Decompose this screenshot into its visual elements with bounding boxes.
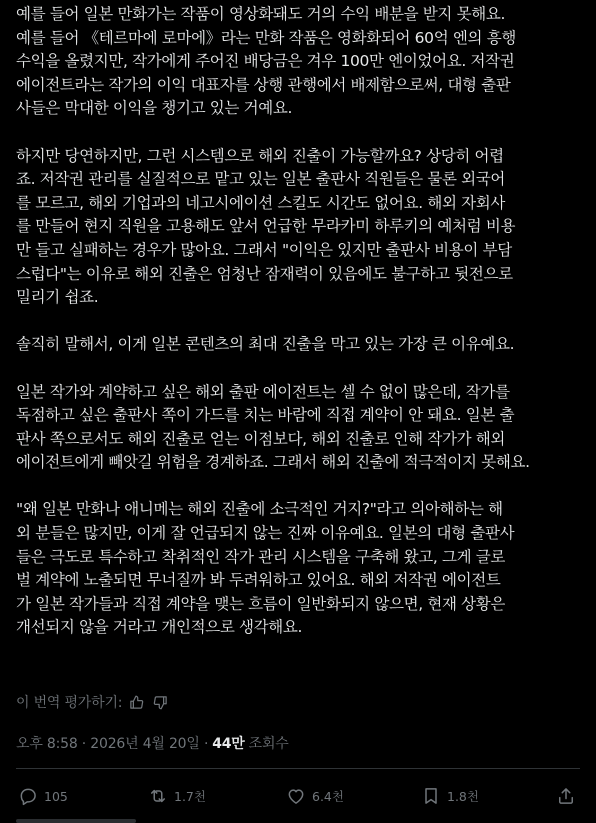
- reply-icon: [18, 786, 38, 806]
- paragraph-4: [16, 381, 588, 475]
- paragraph-3: [16, 333, 588, 357]
- repost-icon: [148, 786, 168, 806]
- reply-button[interactable]: [18, 781, 68, 811]
- post-body: [16, 3, 588, 640]
- post-text-line: 에이전트라는 작가의 이익 대표자를 상행 관행에서 배제함으로써, 대형 출판: [16, 75, 511, 94]
- post-text-line: 사들은 막대한 이익을 챙기고 있는 거예요.: [16, 99, 293, 118]
- translation-feedback: [16, 691, 170, 713]
- post-text-line: 예를 들어 일본 만화가는 작품이 영상화돼도 거의 수익 배분을 받지 못해요.: [16, 5, 506, 23]
- post-text-line: 벌 계약에 노출되면 무너질까 봐 두려워하고 있어요. 해외 저작권 에이전트: [16, 571, 501, 590]
- post-text-line: 들은 극도로 특수하고 착취적인 작가 관리 시스템을 구축해 왔고, 그게 글로: [16, 547, 506, 566]
- views-count: 44만: [212, 736, 245, 752]
- thumb-up-icon[interactable]: [126, 692, 146, 712]
- post-timestamp[interactable]: 오후 8:58 · 2026년 4월 20일 ·: [16, 736, 209, 752]
- post-meta: [16, 732, 289, 754]
- like-button[interactable]: [286, 781, 344, 811]
- next-item-cutoff: [16, 812, 576, 823]
- paragraph-1: [16, 3, 588, 121]
- heart-icon: [286, 786, 306, 806]
- rate-translation-label: 이 번역 평가하기:: [16, 695, 123, 711]
- bookmark-count: 1.8천: [447, 789, 479, 804]
- thumb-down-icon[interactable]: [150, 692, 170, 712]
- divider: [16, 768, 580, 769]
- paragraph-2: [16, 145, 588, 310]
- post-text-line: 만 들고 실패하는 경우가 많아요. 그래서 "이익은 있지만 출판사 비용이 부담: [16, 240, 512, 259]
- bookmark-icon: [421, 786, 441, 806]
- post-text-line: 일본 작가와 계약하고 싶은 해외 출판 에이전트는 셀 수 없이 많은데, 작가를: [16, 382, 510, 401]
- paragraph-5: [16, 498, 588, 640]
- post-text-line: 를 모르고, 해외 기업과의 네고시에이션 스킬도 시간도 없어요. 해외 자회사: [16, 193, 506, 212]
- reply-count: 105: [44, 788, 68, 804]
- post-text-line: 예를 들어 《테르마에 로마에》라는 만화 작품은 영화화되어 60억 엔의 흥행: [16, 28, 516, 47]
- post-text-line: 판사 쪽으로서도 해외 진출로 얻는 이점보다, 해외 진출로 인해 작가가 해외: [16, 429, 506, 448]
- post-text-line: 개선되지 않을 거라고 개인적으로 생각해요.: [16, 618, 303, 637]
- post-text-line: 밀리기 쉽죠.: [16, 288, 99, 307]
- post-text-line: "왜 일본 만화나 애니메는 해외 진출에 소극적인 거지?"라고 의아해하는 해: [16, 500, 503, 519]
- post-text-line: 하지만 당연하지만, 그런 시스템으로 해외 진출이 가능할까요? 상당히 어렵: [16, 146, 504, 165]
- post-text-line: 를 만들어 현지 직원을 고용해도 앞서 언급한 무라카미 하루키의 예처럼 비용: [16, 217, 516, 236]
- share-button[interactable]: [556, 781, 576, 811]
- post-text-line: 외 분들은 많지만, 이게 잘 언급되지 않는 진짜 이유예요. 일본의 대형 출판사: [16, 524, 515, 543]
- bookmark-button[interactable]: [421, 781, 479, 811]
- views-label: 조회수: [248, 736, 289, 752]
- like-count: 6.4천: [312, 789, 344, 804]
- post-text-line: 죠. 저작권 관리를 실질적으로 맡고 있는 일본 출판사 직원들은 물론 외국어: [16, 170, 506, 189]
- post-text-line: 수익을 올렸지만, 작가에게 주어진 배당금은 겨우 100만 엔이었어요. 저작권: [16, 52, 515, 71]
- post-text-line: 가 일본 작가들과 직접 계약을 맺는 흐름이 일반화되지 않으면, 현재 상황은: [16, 594, 506, 613]
- post-text-line: 솔직히 말해서, 이게 일본 콘텐츠의 최대 진출을 막고 있는 가장 큰 이유예요.: [16, 335, 515, 354]
- repost-count: 1.7천: [174, 789, 206, 804]
- repost-button[interactable]: [148, 781, 206, 811]
- action-bar: [0, 781, 596, 811]
- share-icon: [556, 786, 576, 806]
- post-text-line: 에이전트에게 빼앗길 위험을 경계하죠. 그래서 해외 진출에 적극적이지 못해요.: [16, 453, 530, 472]
- post-text-line: 스럽다"는 이유로 해외 진출은 엄청난 잠재력이 있음에도 불구하고 뒷전으로: [16, 264, 513, 283]
- post-text-line: 독점하고 싶은 출판사 쪽이 가드를 치는 바람에 직접 계약이 안 돼요. 일본 출: [16, 406, 515, 425]
